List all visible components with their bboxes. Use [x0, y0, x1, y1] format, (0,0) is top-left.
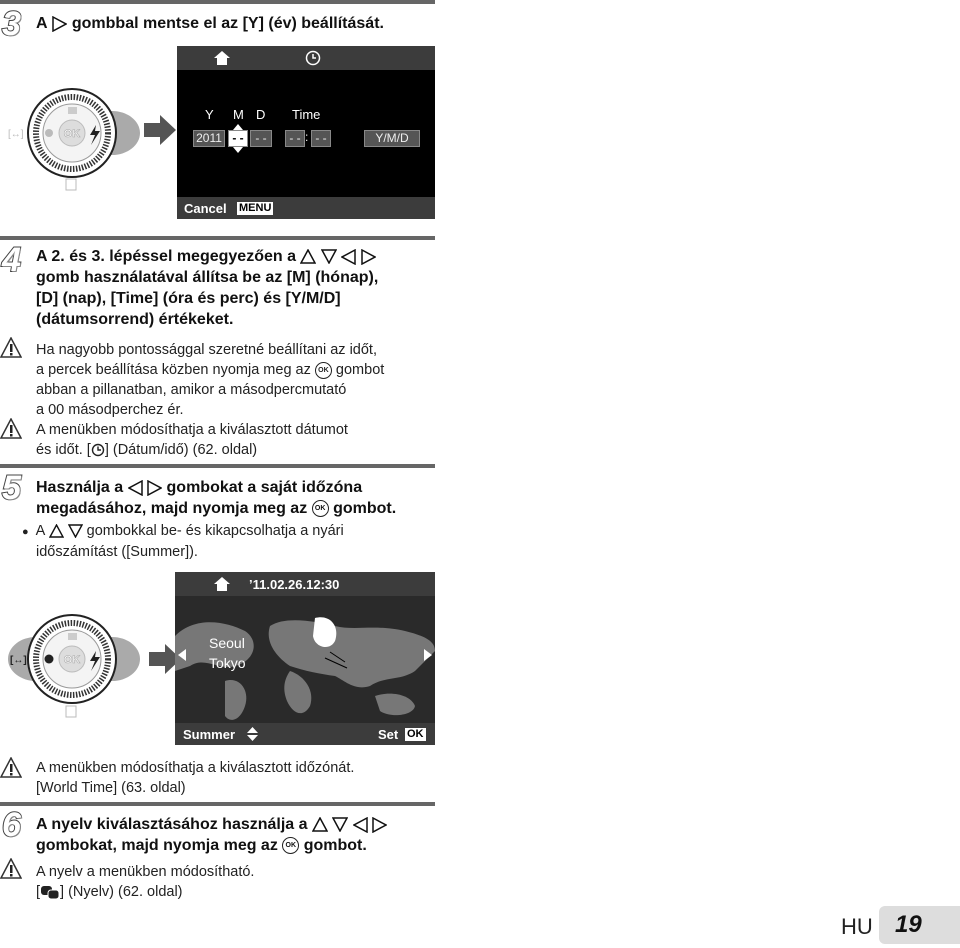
svg-text:[↔]: [↔] [10, 655, 27, 666]
up-arrow-icon [233, 124, 243, 130]
hour-field[interactable]: - - [285, 130, 305, 147]
step-number: 5 [2, 469, 21, 507]
right-arrow-icon [361, 249, 376, 265]
arrow-icon [144, 113, 178, 147]
ok-button-icon: OK [282, 837, 299, 854]
ok-button-badge: OK [407, 728, 424, 740]
screen-footer [177, 197, 435, 219]
up-arrow-icon [49, 524, 64, 538]
note-date-menu: A menükben módosíthatja a kiválasztott dátumot és időt. [ ] (Dátum/idő) (62. oldal) [36, 422, 348, 458]
section-divider [0, 0, 435, 4]
time-separator: : [305, 130, 309, 144]
language-icon [40, 885, 60, 900]
control-dial-illustration [4, 85, 144, 200]
time-column-label: Time [292, 107, 321, 122]
summer-label[interactable]: Summer [183, 727, 236, 742]
step-number: 4 [2, 241, 21, 279]
clock-icon [91, 443, 105, 457]
right-arrow-icon[interactable] [424, 649, 432, 661]
set-label[interactable]: Set [378, 727, 399, 742]
city-label-seoul: Seoul [209, 635, 245, 651]
minute-field[interactable]: - - [311, 130, 331, 147]
date-setting-screen [177, 46, 435, 219]
step-4-instruction: A 2. és 3. lépéssel megegyezően a gomb használatával állítsa be az [M] (hónap), [D] (nap), [Time] (óra és perc) és [Y/M/D] (dátumsorrend) értékeket. [36, 248, 379, 328]
language-code: HU [841, 914, 873, 939]
right-arrow-icon [372, 817, 387, 833]
date-order-field[interactable]: Y/M/D [364, 130, 420, 147]
note-precision: Ha nagyobb pontossággal szeretné beállítani az időt, a percek beállítása közben nyomja meg az OK gombot abban a pillanatban, amikor a másodpercmutató a 00 másodperchez ér. [36, 342, 385, 418]
down-arrow-icon [68, 524, 83, 538]
step-3-instruction: A gombbal mentse el az [Y] (év) beállítását. [36, 15, 384, 32]
left-arrow-icon [353, 817, 368, 833]
year-field[interactable]: 2011 [193, 130, 225, 147]
note-timezone-menu: A menükben módosíthatja a kiválasztott időzónát. [World Time] (63. oldal) [36, 760, 355, 796]
caution-icon [0, 858, 22, 880]
macro-icon [45, 129, 53, 137]
page-number: 19 [879, 906, 960, 944]
macro-icon [45, 655, 54, 664]
ok-button-label: OK [63, 654, 81, 666]
down-arrow-icon [233, 147, 243, 153]
exposure-icon [68, 107, 77, 114]
cancel-label[interactable]: Cancel [184, 201, 227, 216]
menu-button-badge: MENU [239, 202, 272, 214]
year-column-label: Y [205, 107, 214, 122]
left-arrow-icon [128, 480, 143, 496]
ok-button-label: OK [63, 128, 81, 140]
section-divider [0, 236, 435, 240]
current-datetime: ’11.02.26.12:30 [249, 577, 340, 592]
month-field[interactable]: - - [228, 130, 248, 147]
home-icon [213, 576, 231, 592]
world-time-screen [175, 572, 435, 745]
note-language-menu: A nyelv a menükben módosítható. [ ] (Nyelv) (62. oldal) [36, 864, 255, 900]
day-field[interactable]: - - [250, 130, 272, 147]
caution-icon [0, 418, 22, 440]
city-label-tokyo: Tokyo [209, 655, 246, 671]
screen-header [177, 46, 435, 70]
home-icon [213, 50, 231, 66]
down-arrow-icon [321, 249, 337, 264]
left-arrow-icon [341, 249, 356, 265]
bullet-summer-time: ● A gombokkal be- és kikapcsolhatja a nyári időszámítást ([Summer]). [22, 523, 344, 560]
step-5-instruction: Használja a gombokat a saját időzóna megadásához, majd nyomja meg az OK gombot. [36, 479, 397, 517]
right-arrow-icon [147, 480, 162, 496]
left-arrow-icon[interactable] [178, 649, 186, 661]
ok-button-icon: OK [312, 500, 329, 517]
section-divider [0, 464, 435, 468]
screen-header [175, 572, 435, 596]
up-arrow-icon [312, 817, 328, 832]
month-column-label: M [233, 107, 244, 122]
exposure-icon [68, 633, 77, 640]
caution-icon [0, 757, 22, 779]
right-arrow-icon [51, 16, 67, 32]
step-6-instruction: A nyelv kiválasztásához használja a gombokat, majd nyomja meg az OK gombot. [36, 814, 456, 856]
step-number: 6 [2, 806, 21, 844]
up-arrow-icon [300, 249, 316, 264]
up-down-arrow-icon [247, 727, 258, 741]
down-arrow-icon [332, 817, 348, 832]
control-dial-illustration [4, 612, 144, 727]
trash-icon [66, 179, 76, 190]
day-column-label: D [256, 107, 266, 122]
ok-button-icon: OK [315, 362, 332, 379]
screen-footer [175, 723, 435, 745]
clock-icon [305, 50, 321, 66]
section-divider [0, 802, 435, 806]
step-number: 3 [2, 5, 21, 43]
trash-icon [66, 706, 76, 717]
caution-icon [0, 337, 22, 359]
svg-text:[↔]: [↔] [8, 129, 24, 140]
